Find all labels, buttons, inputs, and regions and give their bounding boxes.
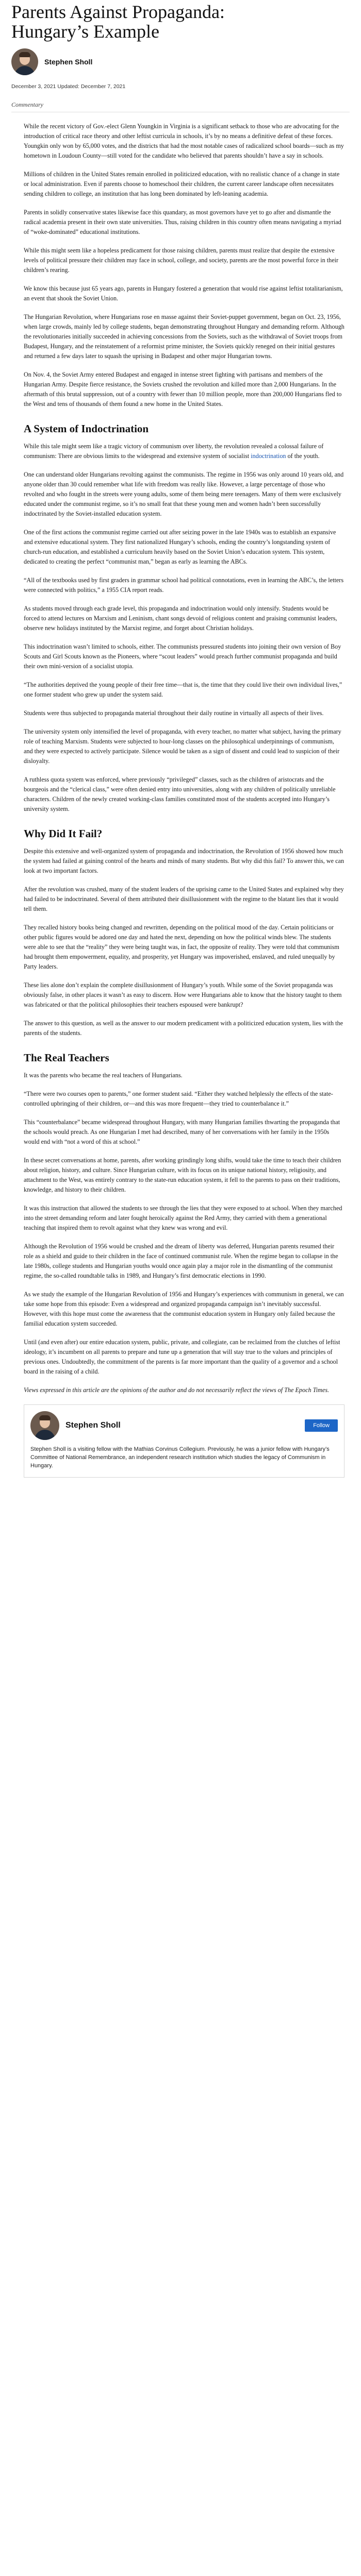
author-card-name[interactable]: Stephen Sholl	[65, 1421, 121, 1430]
paragraph: Although the Revolution of 1956 would be crushed and the dream of liberty was deferred, Hungarian parents resumed their role as a shield and guide to their children in the face of continued communist rule. When the regime began to collapse in the late 1980s, college students and Hungarian youths would once again play a major role in the dismantling of the communist regime, the so-called roundtable talks in 1989, and Hungary’s first democratic elections in 1990.	[24, 1243, 338, 1279]
byline	[11, 48, 350, 75]
title-line-2: Hungary’s Example	[11, 21, 159, 42]
paragraph: The Hungarian Revolution, where Hungarians rose en masse against their Soviet-puppet government, began on Oct. 23, 1956, when large crowds, mainly led by college students, began demonstrating throughout Hungary and demanding reform. Although the revolutionaries initially succeeded in achieving concessions from the Soviets, such as the withdrawal of Soviet troops from Budapest, Hungary, and the reinstatement of a reformist prime minister, the Soviets quickly reneged on their initial gestures and returned a few days later to squash the uprising in Budapest and other major Hungarian towns.	[24, 313, 344, 360]
paragraph: We know this because just 65 years ago, parents in Hungary fostered a generation that would rise against leftist totalitarianism, an event that shook the Soviet Union.	[24, 285, 343, 302]
paragraph-text: of the youth.	[286, 452, 320, 460]
paragraph: This “counterbalance” became widespread throughout Hungary, with many Hungarian families thwarting the propaganda that the schools would preach. As one Hungarian I met had described, many of her conversations with her family in the 1950s would end with “not a word of this at school.”	[24, 1118, 340, 1145]
disclaimer: Views expressed in this article are the opinions of the author and do not necessarily reflect the views of The Epoch Times.	[24, 1386, 330, 1394]
paragraph: Parents in solidly conservative states likewise face this quandary, as most governors have yet to go after and dismantle the radical academia present in their own state universities. Thus, raising children in this country often means navigating a myriad of “woke-dominated” educational institutions.	[24, 209, 341, 235]
paragraph: On Nov. 4, the Soviet Army entered Budapest and engaged in intense street fighting with partisans and members of the Hungarian Army. Despite fierce resistance, the Soviets crushed the revolution and killed more than 2,000 Hungarians. In the aftermath of this brutal suppression, out of a country with fewer than 10 million people, more than 200,000 Hungarians fled to the West and tens of thousands of them found a new home in the United States.	[24, 371, 342, 408]
paragraph: “There were two courses open to parents,” one former student said. “Either they watched helplessly the effects of the state-controlled upbringing of their children, or—and this was more frequent—they tried to counterbalance it.”	[24, 1090, 333, 1107]
paragraph: One can understand older Hungarians revolting against the communists. The regime in 1956 was only around 10 years old, and anyone older than 30 could remember what life with freedom was really like. However, a large percentage of those who revolted and who fought in the streets were young adults, some of them being mere teenagers. Many of them were exclusively educated under the communist regime, so it’s no small feat that these young men and women hadn’t been successfully indoctrinated by the Soviet-installed education system.	[24, 471, 344, 517]
paragraph: One of the first actions the communist regime carried out after seizing power in the late 1940s was to establish an expansive and extensive educational system. They first nationalized Hungary’s schools, ending the country’s longstanding system of church-run education, and established a curriculum heavily based on the Soviet Union’s education system. This system, dedicated to creating the perfect “communist man,” began as early as learning the ABCs.	[24, 529, 336, 565]
section-heading: Why Did It Fail?	[24, 827, 103, 840]
paragraph: After the revolution was crushed, many of the student leaders of the uprising came to the United States and explained why they had failed to be indoctrinated. Several of them attributed their disillusionment with the regime to the blatant lies that it would tell them.	[24, 886, 344, 912]
paragraph: These lies alone don’t explain the complete disillusionment of Hungary’s youth. While some of the Soviet propaganda was obviously false, in other places it wasn’t as easy to discern. How were Hungarians able to know that the history taught to them was fabricated or that the political philosophies their teachers espoused were bankrupt?	[24, 981, 342, 1008]
paragraph: They recalled history books being changed and rewritten, depending on the political mood of the day. Certain politicians or other public figures would be adored one day and hated the next, depending on how the political winds blew. The students were able to see that the “reality” they were being taught was, in fact, the opposite of reality. They were told that communism had brought them empowerment, equality, and prosperity, yet Hungary was impoverished, enslaved, and ruled unequally by Party leaders.	[24, 924, 339, 970]
section-heading: The Real Teachers	[24, 1052, 109, 1064]
paragraph: The answer to this question, as well as the answer to our modern predicament with a politicized education system, lies with the parents of the students.	[24, 1020, 343, 1037]
paragraph: While this might seem like a hopeless predicament for those raising children, parents must realize that despite the extensive levels of political pressure their children may face in school, college, and society, parents are the most powerful force in their children’s rearing.	[24, 247, 339, 274]
published-date: December 3, 2021	[11, 83, 56, 90]
paragraph: As we study the example of the Hungarian Revolution of 1956 and Hungary’s experiences with communism in general, we can take some hope from this episode: Even a widespread and organized propaganda campaign isn’t inevitably successful. However, with this hope must come the awareness that the communist education system in Hungary only failed because the familial education system succeeded.	[24, 1291, 344, 1327]
paragraph: As students moved through each grade level, this propaganda and indoctrination would only intensify. Students would be forced to attend lectures on Marxism and Leninism, chant songs devoid of religious content and praising communist leaders, observe new holidays instituted by the Marxist regime, and forget about Christian holidays.	[24, 605, 337, 632]
article-title	[11, 0, 350, 41]
author-name-link[interactable]: Stephen Sholl	[44, 58, 93, 66]
paragraph: A ruthless quota system was enforced, where previously “privileged” classes, such as the children of aristocrats and the bourgeois and the “clerical class,” were often denied entry into universities, along with any children of politically unreliable characters. Children of the newly created working-class families constituted most of the students accepted into Hungary’s university system.	[24, 776, 336, 812]
author-avatar[interactable]	[11, 48, 38, 75]
paragraph: Millions of children in the United States remain enrolled in politicized education, with no realistic chance of a change in state or local administration. Even if parents choose to homeschool their children, the current career landscape often necessitates sending children to college, an institution that has long been dominated by left-leaning academia.	[24, 171, 340, 197]
paragraph: Until (and even after) our entire education system, public, private, and collegiate, can be reclaimed from the clutches of leftist ideology, it’s incumbent on all parents to prepare and tune up a generation that will stay true to the values and principles of previous ones. Undoubtedly, the commitment of the parents is far more important than the quality of a governor and a school board in the raising of a child.	[24, 1338, 340, 1375]
indoctrination-link[interactable]: indoctrination	[251, 452, 286, 460]
paragraph	[24, 442, 344, 461]
section-heading: A System of Indoctrination	[24, 422, 149, 435]
paragraph: “The authorities deprived the young people of their free time—that is, the time that they could live their own individual lives,” one former student who grew up under the system said.	[24, 681, 342, 698]
paragraph: In these secret conversations at home, parents, after working grindingly long shifts, would take the time to teach their children about religion, history, and culture. Since Hungarian culture, with its focus on its unique national history, religiosity, and attachment to the West, was entirely contrary to the state-run education system, it fell to the parents to pass on their traditions, knowledge, and history to their children.	[24, 1157, 341, 1193]
author-card	[24, 1404, 344, 1478]
section-label: Commentary	[11, 101, 43, 108]
paragraph: This indoctrination wasn’t limited to schools, either. The communists pressured students into joining their own version of Boy Scouts and Girl Scouts known as the Pioneers, where “scout leaders” would preach further communist propaganda and build their own mini-version of a socialist utopia.	[24, 643, 341, 670]
updated-date: Updated: December 7, 2021	[57, 83, 126, 90]
title-line-1: Parents Against Propaganda:	[11, 2, 225, 22]
article-dates	[11, 83, 350, 90]
paragraph: “All of the textbooks used by first graders in grammar school had political connotations, even in learning the ABC’s, the letters were connected with politics,” a 1955 CIA report reads.	[24, 577, 344, 594]
follow-button[interactable]: Follow	[305, 1419, 338, 1432]
paragraph: Despite this extensive and well-organized system of propaganda and indoctrination, the Revolution of 1956 showed how much the system had failed at gaining control of the hearts and minds of many students. But why did this fail? To answer this, we can look at two important factors.	[24, 848, 344, 874]
paragraph: While the recent victory of Gov.-elect Glenn Youngkin in Virginia is a significant setback to those who are advocating for the introduction of critical race theory and other leftist curricula in schools, it’s by no means a definitive defeat of these forces. Youngkin only won by 65,000 votes, and the districts that had the most notable cases of radicalized school boards—such as my hometown in Loudoun County—still voted for the candidate who believed that parents shouldn’t have a say in schools.	[24, 123, 344, 159]
paragraph: It was the parents who became the real teachers of Hungarians.	[24, 1072, 183, 1079]
author-card-avatar[interactable]	[30, 1411, 59, 1440]
paragraph: Students were thus subjected to propaganda material throughout their daily routine in virtually all aspects of their lives.	[24, 709, 324, 717]
article-body	[11, 122, 350, 1395]
paragraph: The university system only intensified the level of propaganda, with every teacher, no matter what subject, having the primary role of teaching Marxism. Students were subjected to hour-long classes on the philosophical underpinnings of communism, and they were expected to actively participate. Silence would be taken as a sign of dissent and could lead to suspicion of their disloyalty.	[24, 728, 341, 765]
author-bio: Stephen Sholl is a visiting fellow with the Mathias Corvinus Collegium. Previously, he was a junior fellow with Hungary’s Committee of National Remembrance, an independent research institution which studies the legacy of Communism in Hungary.	[30, 1446, 330, 1469]
paragraph: It was this instruction that allowed the students to see through the lies that they were exposed to at school. When they marched into the street demanding reform and later fought heroically against the Red Army, they carried with them a generational teaching that inspired them to revolt against what they knew was wrong and evil.	[24, 1205, 342, 1231]
author-card-header	[30, 1411, 338, 1440]
paragraph-text: While this tale might seem like a tragic victory of communism over liberty, the revolution revealed a colossal failure of communism: There are obvious limits to the widespread and extensive system of socialist	[24, 443, 324, 460]
